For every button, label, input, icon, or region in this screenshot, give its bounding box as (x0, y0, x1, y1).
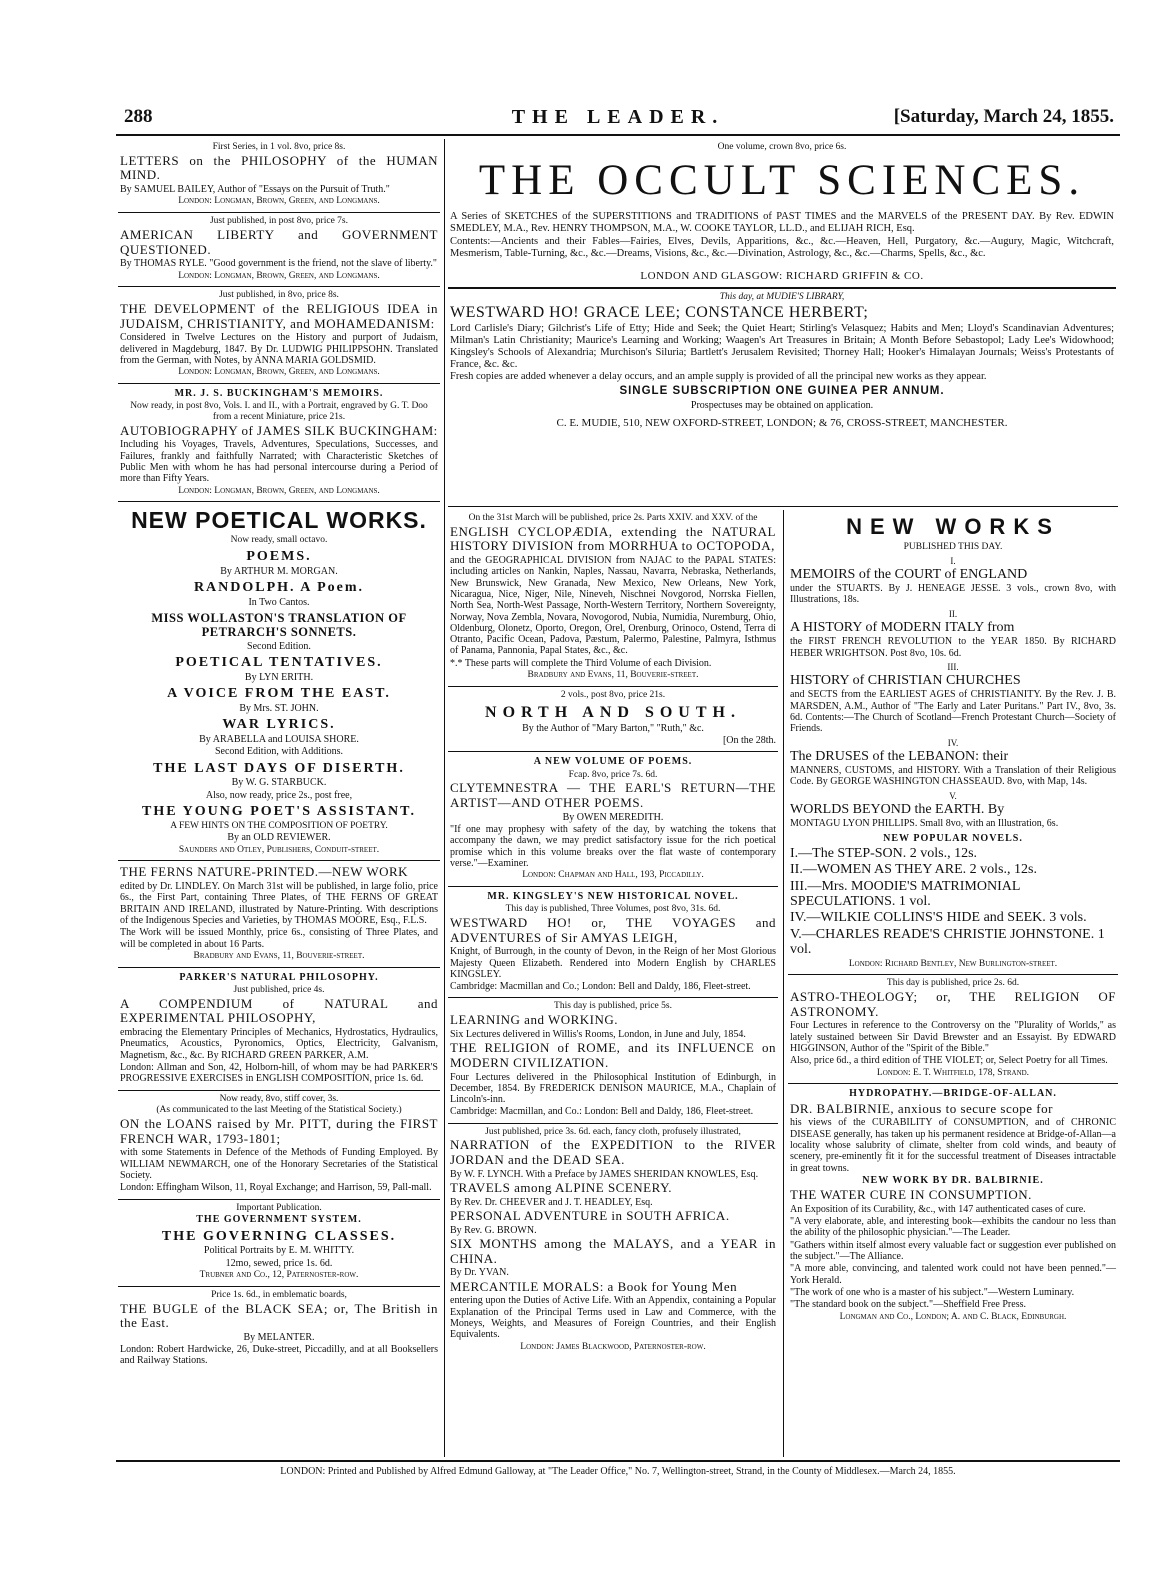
work-text: MONTAGU LYON PHILLIPS. Small 8vo, with an Illustration, 6s. (790, 818, 1059, 830)
ad-publisher: Longman and Co., London; A. and C. Black, Edinburgh. (839, 1311, 1067, 1322)
column-middle (448, 510, 778, 1457)
ad-pre: This day is published, Three Volumes, post 8vo, 31s. 6d. (505, 904, 721, 915)
ad-pre: Just published, in post 8vo, price 7s. (209, 216, 348, 227)
ad-title: THE OCCULT SCIENCES. (478, 156, 1086, 204)
ad-heading: NEW POPULAR NOVELS. (883, 832, 1023, 844)
item-number: V. (949, 790, 957, 801)
ad-publisher: London: James Blackwood, Paternoster-row. (520, 1341, 706, 1352)
ad-text: [On the 28th. (722, 734, 776, 746)
review-quote: "The standard book on the subject."—Sheffield Free Press. (790, 1299, 1026, 1311)
work-title: The DRUSES of the LEBANON: their (790, 748, 1009, 764)
ad-westward-ho (448, 887, 778, 999)
section-rule (448, 506, 1118, 507)
ad-occult-sciences (448, 139, 1116, 288)
review-quote: "Gathers within itself almost every valuable fact or suggestion ever published on the subject."—The Alliance. (790, 1239, 1116, 1263)
ad-title: AUTOBIOGRAPHY of JAMES SILK BUCKINGHAM: (120, 422, 438, 438)
subscription-line: SINGLE SUBSCRIPTION ONE GUINEA PER ANNUM. (619, 385, 945, 398)
ad-governing-classes (118, 1200, 440, 1287)
ad-heading: NEW WORKS (846, 514, 1060, 539)
ad-author: By Rev. G. BROWN. (450, 1224, 537, 1236)
ad-address: C. E. MUDIE, 510, NEW OXFORD-STREET, LONDON; & 76, CROSS-STREET, MANCHESTER. (556, 416, 1008, 429)
ad-pre: (As communicated to the last Meeting of the Statistical Society.) (156, 1105, 402, 1116)
ad-pre: Just published, price 4s. (233, 984, 325, 995)
ad-publisher: London: Chapman and Hall, 193, Piccadilly. (522, 870, 704, 881)
item-number: I. (950, 555, 956, 566)
ad-text: By THOMAS RYLE. "Good government is the friend, not the slave of liberty." (120, 258, 438, 270)
wide-section (448, 139, 1116, 506)
column-left (118, 139, 440, 1457)
ad-text: *.* These parts will complete the Third Volume of each Division. (450, 657, 712, 669)
ad-publisher: LONDON AND GLASGOW: RICHARD GRIFFIN & CO. (640, 269, 924, 282)
poem-sub: Second Edition. (247, 640, 311, 652)
ad-publisher: London: Longman, Brown, Green, and Longmans. (178, 367, 380, 378)
work-text: under the STUARTS. By J. HENEAGE JESSE. 3 vols., crown 8vo, with Illustrations, 18s. (790, 583, 1116, 606)
ad-parkers-philosophy (118, 968, 440, 1091)
ad-text: entering upon the Duties of Active Life. With an Appendix, containing a Popular Explanation of the Principal Terms used in Law and Commerce, with the Moneys, Weights, and Measures of Foreign Countries, and their English Equivalents. (450, 1295, 776, 1341)
footer-rule (116, 1460, 1120, 1462)
ad-pre: First Series, in 1 vol. 8vo, price 8s. (212, 142, 346, 152)
ad-title: THE FERNS NATURE-PRINTED.—NEW WORK (120, 864, 409, 880)
ad-title: THE DEVELOPMENT of the RELIGIOUS IDEA in JUDAISM, CHRISTIANITY, and MOHAMEDANISM: (120, 301, 438, 331)
ad-title: SIX MONTHS among the MALAYS, and a YEAR in CHINA. (450, 1236, 776, 1266)
ad-text: By SAMUEL BAILEY, Author of "Essays on the Pursuit of Truth." (120, 184, 390, 196)
item-number: IV. (947, 737, 959, 748)
ad-ferns-nature-printed (118, 861, 440, 967)
work-text: and SECTS from the EARLIEST AGES of CHRISTIANITY. By the Rev. J. B. MARSDEN, A.M., Author of "The Early and Later Puritans." Part IV., 8vo, 3s. 6d. Contents:—The Church of Scotland—French Protestant Church—Society of Friends. (790, 689, 1116, 735)
ad-pre: Now ready, small octavo. (230, 535, 328, 546)
novel-title: I.—The STEP-SON. 2 vols., 12s. (790, 845, 978, 861)
work-title: HISTORY of CHRISTIAN CHURCHES (790, 673, 1021, 689)
ad-publisher: London: Longman, Brown, Green, and Longmans. (178, 270, 380, 281)
work-title: WORLDS BEYOND the EARTH. By (790, 801, 1005, 817)
ad-pre: Fcap. 8vo, price 7s. 6d. (568, 769, 658, 780)
ad-publisher: Bradbury and Evans, 11, Bouverie-street. (527, 670, 699, 681)
ad-publisher: London: Longman, Brown, Green, and Longmans. (178, 485, 380, 496)
ad-hydropathy-bridge-of-allan (788, 1084, 1118, 1327)
ad-letters-philosophy (118, 139, 440, 213)
ad-heading: NEW POETICAL WORKS. (131, 507, 427, 534)
ad-text: and the GEOGRAPHICAL DIVISION from NAJAC to the PAPAL STATES: including articles on Nankin, Naples, Nassau, Navarra, Nebraska, Netherlands, New Brunswick, New Granada, New Mexico, New Orleans, New York, Nicaragua, Nice, Niger, Nile, Nineveh, Nischnei Novgorod, Norrska Fiellen, North Sea, North-West Passage, North-Western Territory, Northern Sovereignty, Norway, Nova Zembla, Novara, Novogorod, Nubia, Numidia, Nuremburg, Ohio, Oldenburg, Olonetz, Oporto, Oregon, Orel, Orenburg, Orinoco, Ostend, Terra di Otranto, Pacific Ocean, Padova, Pæstum, Palermo, Palestine, Palmyra, Isthmus of Panama, Pannonia, Papal States, &c., &c. (450, 555, 776, 657)
ad-title: CLYTEMNESTRA — THE EARL'S RETURN—THE ARTIST—AND OTHER POEMS. (450, 780, 776, 810)
ad-title: PERSONAL ADVENTURE in SOUTH AFRICA. (450, 1208, 730, 1224)
ad-text: Six Lectures delivered in Willis's Rooms, London, in June and July, 1854. (450, 1028, 746, 1040)
ad-pre: Now ready, 8vo, stiff cover, 3s. (219, 1093, 339, 1104)
review-quote: "A more able, convincing, and talented work could not have been penned."—York Herald. (790, 1263, 1116, 1286)
novel-title: III.—Mrs. MOODIE'S MATRIMONIAL SPECULATIONS. 1 vol. (790, 878, 1020, 910)
poem-title: MISS WOLLASTON'S TRANSLATION OF PETRARCH'S SONNETS. (151, 611, 407, 640)
ad-text: Fresh copies are added whenever a delay occurs, and an ample supply is provided of all the principal new works as they appear. (450, 371, 987, 383)
ad-publisher: London: Effingham Wilson, 11, Royal Exchange; and Harrison, 59, Pall-mall. (120, 1182, 432, 1194)
ad-title: THE GOVERNING CLASSES. (161, 1228, 397, 1244)
header-rule (116, 134, 1120, 136)
poem-sub: A FEW HINTS ON THE COMPOSITION OF POETRY. (170, 820, 388, 831)
ad-pre: This day is published, price 2s. 6d. (886, 978, 1020, 989)
ad-text: A Series of SKETCHES of the SUPERSTITIONS and TRADITIONS of PAST TIMES and the MARVELS of the PRESENT DAY. By Rev. EDWIN SMEDLEY, M.A., Rev. HENRY THOMPSON, M.A., W. COOKE TAYLOR, LL.D., and ELIJAH RICH, Esq. (450, 211, 1114, 235)
ad-publisher: Bradbury and Evans, 11, Bouverie-street. (193, 950, 365, 961)
ad-title: WESTWARD HO! GRACE LEE; CONSTANCE HERBERT; (450, 303, 869, 321)
column-divider (444, 139, 445, 1457)
ad-title: TRAVELS among ALPINE SCENERY. (450, 1180, 673, 1196)
ad-title: THE RELIGION of ROME, and its INFLUENCE on MODERN CIVILIZATION. (450, 1040, 776, 1070)
poem-title: POETICAL TENTATIVES. (175, 654, 383, 670)
novel-title: II.—WOMEN AS THEY ARE. 2 vols., 12s. (790, 862, 1037, 878)
ad-text: embracing the Elementary Principles of Mechanics, Hydrostatics, Hydraulics, Pneumatics, Acoustics, Pyronomics, Optics, Electricity, Galvanism, Magnetism, &c., &c. By RICHARD GREEN PARKER, A.M. (120, 1027, 438, 1061)
novel-title: IV.—WILKIE COLLINS'S HIDE and SEEK. 3 vols. (790, 910, 1087, 926)
ad-heading: A NEW VOLUME OF POEMS. (533, 756, 693, 768)
poem-author: By LYN ERITH. (244, 671, 314, 683)
work-title: MEMOIRS of the COURT of ENGLAND (790, 566, 1028, 582)
ad-pre: On the 31st March will be published, price 2s. Parts XXIV. and XXV. of the (468, 513, 758, 523)
poem-author: By an OLD REVIEWER. (227, 832, 331, 844)
ad-text: his views of the CURABILITY of CONSUMPTION, and of CHRONIC DISEASE generally, has taken up his permanent residence at Bridge-of-Allan—a locality whose salubrity of climate, shelter from cold winds, and beauty of scenery, pre-eminently fit it for the successful treatment of Diseases intractable in great towns. (790, 1117, 1116, 1174)
ad-title: NORTH AND SOUTH. (485, 703, 741, 721)
poem-author: By W. G. STARBUCK. (231, 777, 327, 789)
ad-title: THE WATER CURE IN CONSUMPTION. (790, 1187, 1032, 1203)
ad-pre: Just published, price 3s. 6d. each, fancy cloth, profusely illustrated, (485, 1126, 741, 1137)
page-header (116, 106, 1120, 132)
ad-heading: NEW WORK BY DR. BALBIRNIE. (862, 1174, 1044, 1186)
ad-new-works-bentley (788, 510, 1118, 975)
ad-title: A COMPENDIUM of NATURAL and EXPERIMENTAL PHILOSOPHY, (120, 995, 438, 1026)
ad-american-liberty (118, 213, 440, 287)
ad-loans-pitt (118, 1091, 440, 1200)
ad-text: Also, price 6d., a third edition of THE VIOLET; or, Select Poetry for all Times. (790, 1055, 1108, 1067)
poem-sub: In Two Cantos. (248, 597, 310, 609)
masthead: THE LEADER. (511, 106, 725, 128)
ad-text: An Exposition of its Curability, &c., with 147 authenticated cases of cure. (790, 1203, 1086, 1215)
ad-title: AMERICAN LIBERTY and GOVERNMENT QUESTIONED. (120, 226, 438, 257)
ad-english-cyclopaedia (448, 510, 778, 687)
ad-heading: THE GOVERNMENT SYSTEM. (196, 1214, 362, 1226)
ad-text: Four Lectures in reference to the Controversy on the "Plurality of Worlds," as lately sustained between Sir David Brewster and an Essayist. By EDWARD HIGGINSON, Author of the "Spirit of the Bible." (790, 1020, 1116, 1055)
ad-title: ON the LOANS raised by Mr. PITT, during the FIRST FRENCH WAR, 1793-1801; (120, 1116, 438, 1146)
imprint-footer: LONDON: Printed and Published by Alfred Edmund Galloway, at "The Leader Office," No. 7, Wellington-street, Strand, in the County of Middlesex.—March 24, 1855. (280, 1466, 956, 1477)
ad-text: edited by Dr. LINDLEY. On March 31st will be published, in large folio, price 6s., the First Part, containing Three Plates, of THE FERNS OF GREAT BRITAIN AND IRELAND, illustrated by Nature-Printing. With descriptions of the Indigenous Species and Varieties, by THOMAS MOORE, Esq., F.L.S. (120, 881, 438, 927)
ad-text: The Work will be issued Monthly, price 6s., consisting of Three Plates, and will be completed in about 16 Parts. (120, 927, 438, 950)
ad-clytemnestra (448, 752, 778, 887)
ad-publisher: Saunders and Otley, Publishers, Conduit-street. (178, 844, 380, 855)
ad-publisher: London: E. T. Whitfield, 178, Strand. (876, 1067, 1030, 1078)
ad-astro-theology (788, 975, 1118, 1084)
ad-author: By Dr. YVAN. (450, 1267, 509, 1279)
ad-religious-idea (118, 287, 440, 384)
ad-publisher: Trubner and Co., 12, Paternoster-row. (199, 1270, 359, 1281)
ad-publisher: Cambridge: Macmillan, and Co.: London: Bell and Daldy, 186, Fleet-street. (450, 1106, 754, 1118)
item-number: II. (948, 608, 958, 619)
ad-text: Four Lectures delivered in the Philosophical Institution of Edinburgh, in December, 1854. By FREDERICK DENISON MAURICE, M.A., Chaplain of Lincoln's-inn. (450, 1071, 776, 1106)
ad-text: By W. F. LYNCH. With a Preface by JAMES SHERIDAN KNOWLES, Esq. (450, 1168, 759, 1180)
column-divider (783, 510, 784, 1457)
poem-author: By ARTHUR M. MORGAN. (220, 565, 338, 577)
poem-title: POEMS. (246, 549, 312, 565)
ad-heading: PARKER'S NATURAL PHILOSOPHY. (179, 971, 379, 983)
ad-new-poetical-works (118, 502, 440, 861)
ad-pre: One volume, crown 8vo, price 6s. (717, 142, 847, 152)
ad-pre: Just published, in 8vo, price 8s. (219, 290, 339, 301)
ad-heading: MR. KINGSLEY'S NEW HISTORICAL NOVEL. (487, 890, 739, 902)
ad-title: MERCANTILE MORALS: a Book for Young Men (450, 1278, 738, 1294)
ad-text: Including his Voyages, Travels, Adventures, Speculations, Successes, and Failures, frankly and faithfully Narrated; with Characteristic Sketches of Public Men with whom he has had personal intercourse during a Period of more than Fifty Years. (120, 439, 438, 485)
ad-learning-and-working (448, 998, 778, 1123)
ad-text: 12mo, sewed, price 1s. 6d. (225, 1257, 333, 1269)
poem-title: THE YOUNG POET'S ASSISTANT. (142, 803, 416, 819)
ad-text: Knight, of Burrough, in the county of Devon, in the Reign of her Most Glorious Majesty Queen Elizabeth. Rendered into Modern English by CHARLES KINGSLEY. (450, 946, 776, 980)
ad-title: LEARNING and WORKING. (450, 1012, 619, 1028)
ad-text: Political Portraits by E. M. WHITTY. (203, 1245, 355, 1257)
work-title: A HISTORY of MODERN ITALY from (790, 619, 1015, 635)
ad-text: "If one may prophesy with safety of the day, by watching the tokens that accompany the dawn, we may predict satisfactory issue for the rich poetical promise which in this volume breaks over the flat waste of contemporary verse."—Examiner. (450, 823, 776, 869)
ad-author: By OWEN MEREDITH. (562, 811, 664, 823)
ad-pre: Important Publication. (236, 1202, 322, 1213)
ad-title: LETTERS on the PHILOSOPHY of the HUMAN MIND. (120, 152, 438, 183)
ad-publisher: London: Allman and Son, 42, Holborn-hill, of whom may be had PARKER'S PROGRESSIVE EXERCISES in ENGLISH COMPOSITION, price 1s. 6d. (120, 1061, 438, 1085)
ad-heading: MR. J. S. BUCKINGHAM'S MEMOIRS. (174, 388, 384, 400)
ad-text: Considered in Twelve Lectures on the History and purport of Judaism, delivered in Magdeburg, 1847. By Dr. LUDWIG PHILIPPSOHN. Translated from the German, with Notes, by ANNA MARIA GOLDSMID. (120, 332, 438, 366)
novel-title: V.—CHARLES READE'S CHRISTIE JOHNSTONE. 1 vol. (790, 926, 1105, 958)
ad-mudies-library (448, 288, 1116, 434)
ad-jordan-expedition (448, 1124, 778, 1358)
ad-pre: This day is published, price 5s. (554, 1001, 672, 1012)
review-quote: "A very elaborate, able, and interesting book—exhibits the candour no less than the ability of the philosophic physician."—The Leader. (790, 1216, 1116, 1239)
ad-pre: Price 1s. 6d., in emblematic boards, (211, 1289, 347, 1300)
ad-publisher: Cambridge: Macmillan and Co.; London: Bell and Daldy, 186, Fleet-street. (450, 981, 751, 993)
poem-title: A VOICE FROM THE EAST. (167, 685, 391, 701)
ad-pre: 2 vols., post 8vo, price 21s. (560, 689, 666, 700)
column-right (788, 510, 1118, 1457)
ad-text: Lord Carlisle's Diary; Gilchrist's Life of Etty; Hide and Seek; the Quiet Heart; Stirling's Velasquez; Habits and Men; Lloyd's Scandinavian Adventures; Milman's Latin Christianity; Maurice's Learning and Working; Waagen's Art Treasures in Britain; A Month Before Sebastopol; Lady Lee's Widowhood; Kingsley's Schools of Alexandria; Murchison's Siluria; Bartlett's Jerusalem Revisited; Thorney Hall; Hooker's Himalayan Journals; Weiss's Protestants of France, &c. &c. (450, 322, 1114, 370)
ad-title: ASTRO-THEOLOGY; or, THE RELIGION OF ASTRONOMY. (790, 989, 1116, 1019)
poem-author: By Mrs. ST. JOHN. (239, 702, 319, 714)
ad-text: By the Author of "Mary Barton," "Ruth," &c. (522, 722, 704, 734)
poem-title: THE LAST DAYS OF DISERTH. (153, 760, 405, 776)
ad-text: Prospectuses may be obtained on application. (690, 400, 874, 412)
poem-title: WAR LYRICS. (222, 717, 336, 733)
work-text: MANNERS, CUSTOMS, and HISTORY. With a Translation of their Religious Code. By GEORGE WASHINGTON CHASSEAUD. 8vo, with Map, 14s. (790, 765, 1116, 788)
review-quote: "The work of one who is a master of his subject."—Western Luminary. (790, 1286, 1075, 1298)
work-text: the FIRST FRENCH REVOLUTION to the YEAR 1850. By RICHARD HEBER WRIGHTSON. Post 8vo, 10s. 6d. (790, 636, 1116, 659)
ad-bugle-black-sea (118, 1287, 440, 1372)
ad-buckingham-memoirs (118, 384, 440, 502)
ad-publisher: London: Robert Hardwicke, 26, Duke-street, Piccadilly, and at all Booksellers and Railway Stations. (120, 1344, 438, 1367)
ad-title: WESTWARD HO! or, THE VOYAGES and ADVENTURES of Sir AMYAS LEIGH, (450, 914, 776, 945)
poem-author: By ARABELLA and LOUISA SHORE. (199, 733, 359, 745)
page-number: 288 (124, 106, 153, 127)
issue-date: [Saturday, March 24, 1855. (893, 106, 1114, 127)
ad-pre: This day, at MUDIE'S LIBRARY, (719, 292, 845, 303)
poem-sub: Second Edition, with Additions. (214, 746, 344, 758)
item-number: III. (947, 661, 959, 672)
ad-heading: HYDROPATHY.—BRIDGE-OF-ALLAN. (849, 1088, 1057, 1100)
ad-author: By Rev. Dr. CHEEVER and J. T. HEADLEY, Esq. (450, 1196, 653, 1208)
ad-title: THE BUGLE of the BLACK SEA; or, The British in the East. (120, 1300, 438, 1331)
ad-text: By MELANTER. (243, 1331, 315, 1343)
ad-subheading: PUBLISHED THIS DAY. (903, 541, 1003, 552)
poem-sub: Also, now ready, price 2s., post free, (205, 789, 353, 801)
poem-title: RANDOLPH. A Poem. (193, 580, 365, 596)
ad-text: with some Statements in Defence of the Methods of Funding Employed. By WILLIAM NEWMARCH, one of the Honorary Secretaries of the Statistical Society. (120, 1147, 438, 1182)
ad-publisher: London: Richard Bentley, New Burlington-street. (848, 958, 1058, 969)
ad-publisher: London: Longman, Brown, Green, and Longmans. (178, 196, 380, 207)
ad-pre: Now ready, in post 8vo, Vols. I. and II., with a Portrait, engraved by G. T. Doo from a recent Miniature, price 21s. (130, 401, 428, 423)
ad-contents: Contents:—Ancients and their Fables—Fairies, Elves, Devils, Apparitions, &c., &c.—Heaven, Hell, Purgatory, &c.—Augury, Magic, Witchcraft, Mesmerism, Table-Turning, &c., &c.—Dreams, Visions, &c., &c.—Divination, Astrology, &c., &c.—Charms, Spells, &c., &c. (450, 236, 1114, 259)
ad-title: ENGLISH CYCLOPÆDIA, extending the NATURAL HISTORY DIVISION from MORRHUA to OCTOPODA, (450, 523, 776, 554)
ad-title: NARRATION of the EXPEDITION to the RIVER JORDAN and the DEAD SEA. (450, 1137, 776, 1168)
ad-title: DR. BALBIRNIE, anxious to secure scope for (790, 1100, 1053, 1116)
ad-north-and-south (448, 687, 778, 752)
